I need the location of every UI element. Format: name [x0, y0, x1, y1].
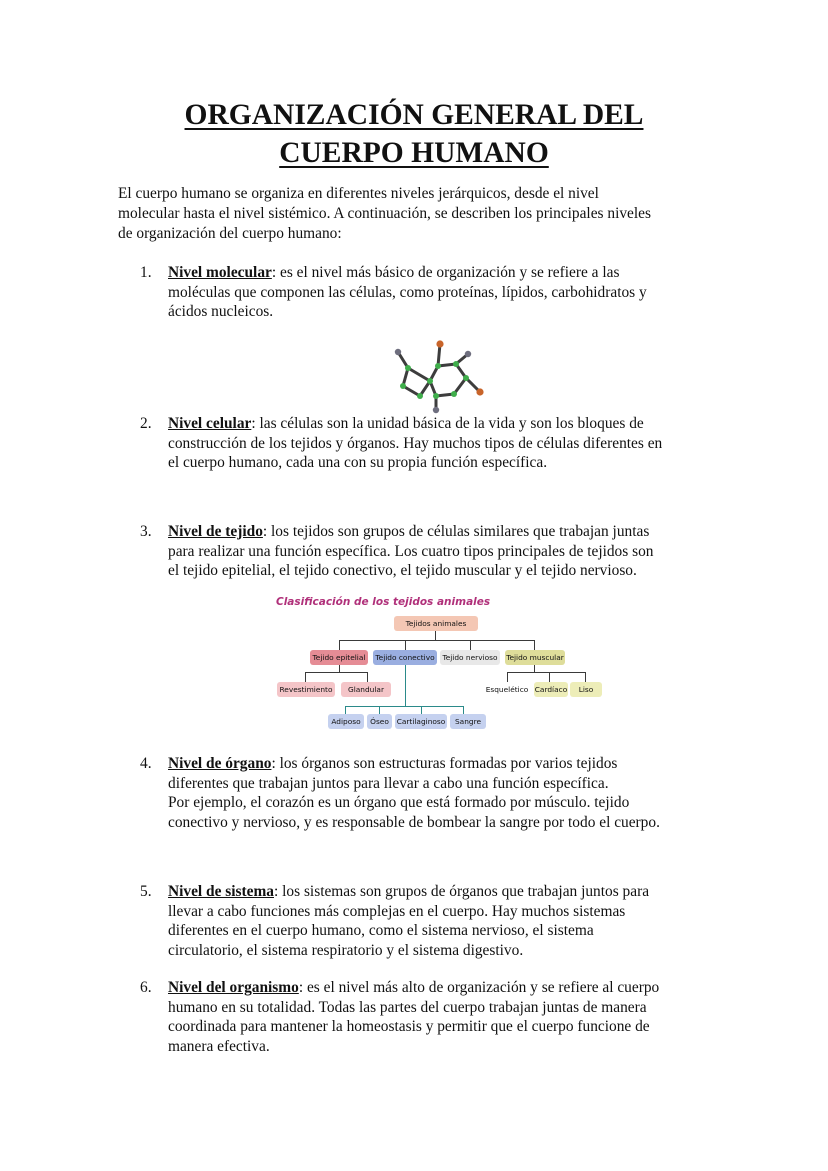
list-item-line: diferentes que trabajan juntos para llevar a cabo una función específica. [168, 774, 609, 792]
intro-line: El cuerpo humano se organiza en diferentes niveles jerárquicos, desde el nivel [118, 185, 599, 202]
title-line-1: ORGANIZACIÓN GENERAL DEL [184, 99, 644, 131]
connector-line [463, 706, 464, 714]
list-number: 6. [140, 979, 152, 996]
connector-line [470, 640, 471, 650]
list-number: 2. [140, 415, 152, 432]
list-item-line: circulatorio, el sistema respiratorio y el sistema digestivo. [168, 941, 524, 959]
connector-line [549, 672, 550, 682]
list-item-first-line [168, 978, 720, 998]
list-item-line: humano en su totalidad. Todas las partes del cuerpo trabajan juntas de manera [168, 998, 647, 1016]
list-item-text [168, 263, 720, 322]
level-term: Nivel de sistema [168, 883, 275, 900]
tissue-subtype-box: Glandular [341, 682, 391, 697]
connector-line [345, 706, 464, 707]
tissue-type-box: Tejido conectivo [373, 650, 437, 665]
list-item-line: manera efectiva. [168, 1037, 270, 1055]
list-number: 3. [140, 523, 152, 540]
list-number: 4. [140, 755, 152, 772]
level-description: : los tejidos son grupos de células similares que trabajan juntas [262, 523, 650, 540]
tissue-type-box: Tejido epitelial [310, 650, 368, 665]
list-item-line: Por ejemplo, el corazón es un órgano que está formado por músculo. tejido [168, 794, 630, 812]
connector-line [534, 665, 535, 672]
list-item-line: construcción de los tejidos y órganos. Hay muchos tipos de células diferentes en [168, 434, 663, 452]
tissue-subtype-box: Cardíaco [534, 682, 568, 697]
level-term: Nivel de tejido [168, 523, 263, 540]
list-item-text [168, 754, 720, 832]
connector-line [367, 672, 368, 682]
connector-line [435, 631, 436, 640]
intro-paragraph [118, 184, 718, 244]
connector-line [405, 640, 406, 650]
diagram-title: Clasificación de los tejidos animales [276, 596, 491, 608]
tissue-subtype-box: Óseo [367, 714, 392, 729]
list-number: 5. [140, 883, 152, 900]
level-term: Nivel del organismo [168, 979, 299, 996]
connector-line [507, 672, 508, 682]
tissue-subtype-box: Liso [570, 682, 602, 697]
level-description: : es el nivel más básico de organización y se refiere a las [271, 264, 620, 281]
intro-line: de organización del cuerpo humano: [118, 225, 342, 242]
connector-line [345, 706, 346, 714]
page-title [100, 96, 728, 172]
connector-line [585, 672, 586, 682]
connector-line [339, 665, 340, 672]
list-item-text [168, 522, 720, 581]
list-item-text [168, 978, 720, 1056]
tissue-subtype-box: Cartilaginoso [395, 714, 447, 729]
tissue-classification-diagram [272, 594, 612, 740]
list-item-line: diferentes en el cuerpo humano, como el sistema nervioso, el sistema [168, 922, 594, 940]
title-line-2: CUERPO HUMANO [279, 137, 549, 169]
connector-line [305, 672, 368, 673]
level-term: Nivel molecular [168, 264, 272, 281]
tissue-type-box: Tejido muscular [505, 650, 565, 665]
list-item-line: ácidos nucleicos. [168, 303, 274, 321]
level-description: : los órganos son estructuras formadas por varios tejidos [271, 755, 618, 772]
connector-line [534, 640, 535, 650]
level-term: Nivel de órgano [168, 755, 272, 772]
connector-line [339, 640, 534, 641]
list-item-line: conectivo y nervioso, y es responsable de bombear la sangre por todo el cuerpo. [168, 813, 660, 831]
tissue-subtype-box: Adiposo [328, 714, 364, 729]
connector-line [305, 672, 306, 682]
list-item-first-line [168, 522, 720, 542]
connector-line [379, 706, 380, 714]
connector-line [405, 665, 406, 706]
molecule-illustration [388, 336, 488, 414]
tissue-subtype-box: Sangre [450, 714, 486, 729]
list-item-line: el cuerpo humano, cada una con su propia función específica. [168, 454, 548, 472]
list-item-first-line [168, 754, 720, 774]
intro-line: molecular hasta el nivel sistémico. A continuación, se describen los principales niveles [118, 205, 651, 222]
list-item-line: para realizar una función específica. Los cuatro tipos principales de tejidos son [168, 542, 654, 560]
list-item-line: el tejido epitelial, el tejido conectivo, el tejido muscular y el tejido nervioso. [168, 562, 637, 580]
connector-line [339, 640, 340, 650]
list-item-line: llevar a cabo funciones más complejas en el cuerpo. Hay muchos sistemas [168, 902, 626, 920]
tissue-root-box: Tejidos animales [394, 616, 478, 631]
list-item-line: moléculas que componen las células, como proteínas, lípidos, carbohidratos y [168, 283, 647, 301]
connector-line [421, 706, 422, 714]
tissue-subtype-box: Esquelético [485, 685, 529, 694]
list-item-first-line [168, 882, 720, 902]
list-item-line: coordinada para mantener la homeostasis y permitir que el cuerpo funcione de [168, 1018, 650, 1036]
tissue-subtype-box: Revestimiento [277, 682, 335, 697]
list-item-text [168, 414, 720, 473]
level-description: : es el nivel más alto de organización y se refiere al cuerpo [298, 979, 660, 996]
list-item-text [168, 882, 720, 960]
level-description: : las células son la unidad básica de la vida y son los bloques de [251, 415, 644, 432]
connector-line [507, 672, 586, 673]
list-number: 1. [140, 264, 152, 281]
level-description: : los sistemas son grupos de órganos que trabajan juntos para [274, 883, 650, 900]
list-item-first-line [168, 414, 720, 434]
list-item-first-line [168, 263, 720, 283]
level-term: Nivel celular [168, 415, 252, 432]
tissue-type-box: Tejido nervioso [440, 650, 500, 665]
